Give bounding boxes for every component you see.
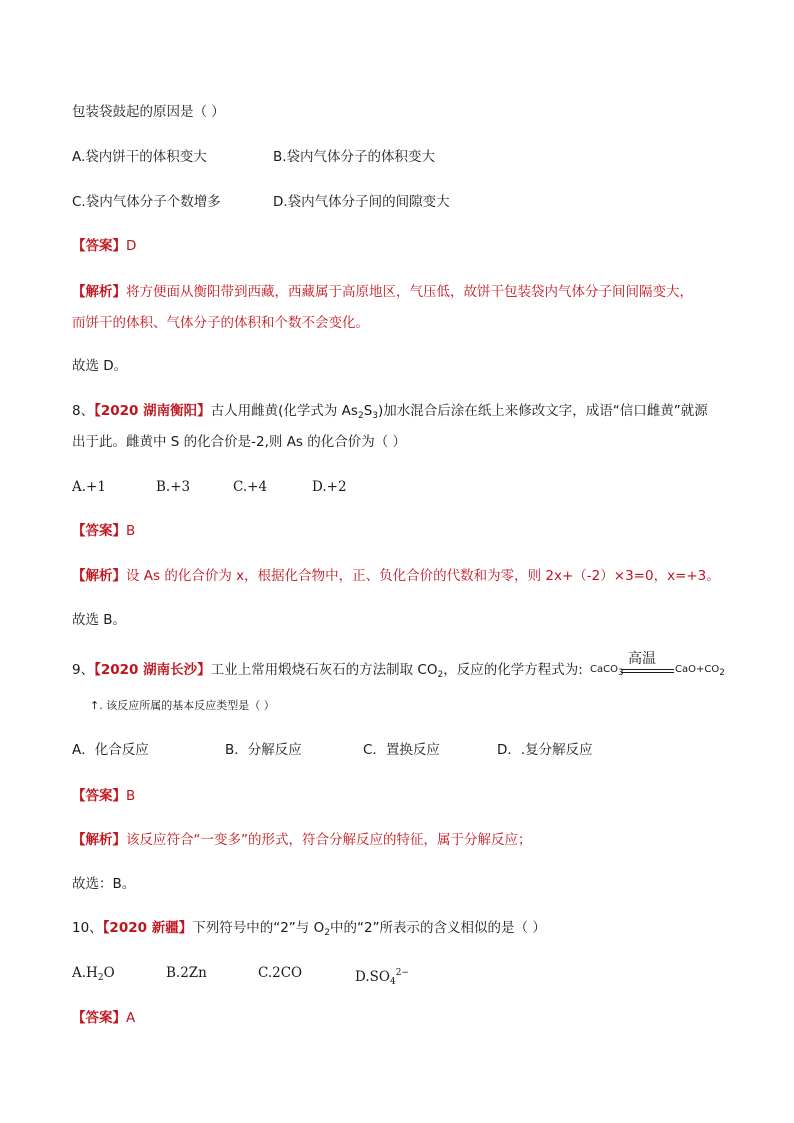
q8-option-a: A.+1 [72, 479, 106, 495]
q7-option-a: A.袋内饼干的体积变大 [72, 149, 207, 165]
q7-analysis-line-2: 而饼干的体积、气体分子的体积和个数不会变化。 [72, 315, 369, 331]
q9-option-c: C．置换反应 [363, 742, 440, 758]
q8-stem-subscript-1: 2 [357, 411, 364, 421]
q9-analysis [72, 830, 532, 850]
q8-stem-part-b: S [363, 403, 373, 419]
q7-option-b: B.袋内气体分子的体积变大 [273, 149, 436, 165]
q10-answer [72, 1008, 135, 1028]
q10-number: 10、 [72, 920, 103, 936]
q8-stem-subscript-2: 3 [372, 411, 378, 421]
q9-equation-arrow-line-bottom [621, 672, 674, 673]
q9-answer-label: 【答案】 [72, 788, 126, 804]
q9-source-tag: 【2020 湖南长沙】 [94, 662, 211, 678]
q7-stem: 包装袋鼓起的原因是（ ） [72, 104, 225, 120]
q8-stem-line-1 [72, 401, 708, 426]
q8-answer [72, 521, 135, 541]
q8-option-b: B.+3 [156, 479, 191, 495]
q7-option-d: D.袋内气体分子间的间隙变大 [273, 194, 450, 210]
q8-stem-part-c: )加水混合后涂在纸上来修改文字，成语“信口雌黄”就源 [378, 403, 708, 419]
q7-answer-label: 【答案】 [72, 238, 126, 254]
q8-answer-label: 【答案】 [72, 523, 126, 539]
q10-stem-part-a: 下列符号中的“2”与 O [192, 920, 325, 936]
q10-option-c: C.2CO [258, 965, 303, 981]
q9-conclusion: 故选：B。 [72, 876, 136, 892]
q8-stem-line-2: 出于此。雌黄中 S 的化合价是-2,则 As 的化合价为（ ） [72, 434, 407, 450]
q10-answer-value: A [126, 1010, 136, 1026]
q7-answer-value: D [126, 238, 137, 254]
q9-stem-line-1 [72, 660, 583, 685]
q9-stem-subscript: 2 [437, 670, 444, 680]
q7-analysis-line-1 [72, 282, 693, 302]
q10-option-a: $A.H_2O$ [72, 965, 115, 983]
q7-option-c: C.袋内气体分子个数增多 [72, 194, 221, 210]
q10-option-b: B.2Zn [166, 965, 207, 981]
q10-stem-part-b: 中的“2”所表示的含义相似的是（ ） [329, 920, 546, 936]
q8-analysis-text: 设 As 的化合价为 x，根据化合物中，正、负化合价的代数和为零，则 2x+（-2）×3=0，x=+3。 [126, 568, 720, 584]
q9-number: 9、 [72, 662, 95, 678]
q8-analysis [72, 566, 720, 586]
q8-number: 8、 [72, 403, 95, 419]
q9-stem-part-b: ，反应的化学方程式为: [443, 662, 583, 678]
q9-analysis-text: 该反应符合“一变多”的形式，符合分解反应的特征，属于分解反应； [126, 832, 532, 848]
q8-option-d: D.+2 [312, 479, 347, 495]
q9-stem-line-2: ↑. 该反应所属的基本反应类型是（ ） [90, 699, 275, 712]
q9-equation-arrow-line-top [621, 669, 674, 670]
q10-source-tag: 【2020 新疆】 [102, 920, 193, 936]
q8-analysis-label: 【解析】 [72, 568, 126, 584]
q9-stem-part-a: 工业上常用煅烧石灰石的方法制取 CO [210, 662, 438, 678]
q10-stem-subscript: 2 [324, 928, 330, 938]
q8-option-c: C.+4 [233, 479, 268, 495]
q9-answer [72, 786, 135, 806]
q9-option-a: A．化合反应 [72, 742, 149, 758]
q9-equation-condition: 高温 [628, 651, 656, 667]
q9-option-d: D．.复分解反应 [497, 742, 593, 758]
q8-conclusion: 故选 B。 [72, 612, 127, 628]
q8-source-tag: 【2020 湖南衡阳】 [94, 403, 211, 419]
q9-option-b: B．分解反应 [225, 742, 302, 758]
q10-option-d: $D.SO_4^{2-}$ [355, 968, 409, 987]
q10-stem [72, 918, 546, 943]
q9-answer-value: B [126, 788, 136, 804]
q7-analysis-text-1: 将方便面从衡阳带到西藏，西藏属于高原地区，气压低，故饼干包装袋内气体分子间间隔变大， [126, 284, 693, 300]
q7-answer [72, 236, 136, 256]
q8-answer-value: B [126, 523, 136, 539]
q9-analysis-label: 【解析】 [72, 832, 126, 848]
q7-conclusion: 故选 D。 [72, 358, 128, 374]
q8-stem-part-a: 古人用雌黄(化学式为 As [210, 403, 358, 419]
q9-equation-left: CaCO3 [590, 664, 624, 678]
q7-analysis-label: 【解析】 [72, 284, 126, 300]
q9-equation-right: CaO+CO2 [675, 664, 725, 678]
q10-answer-label: 【答案】 [72, 1010, 126, 1026]
